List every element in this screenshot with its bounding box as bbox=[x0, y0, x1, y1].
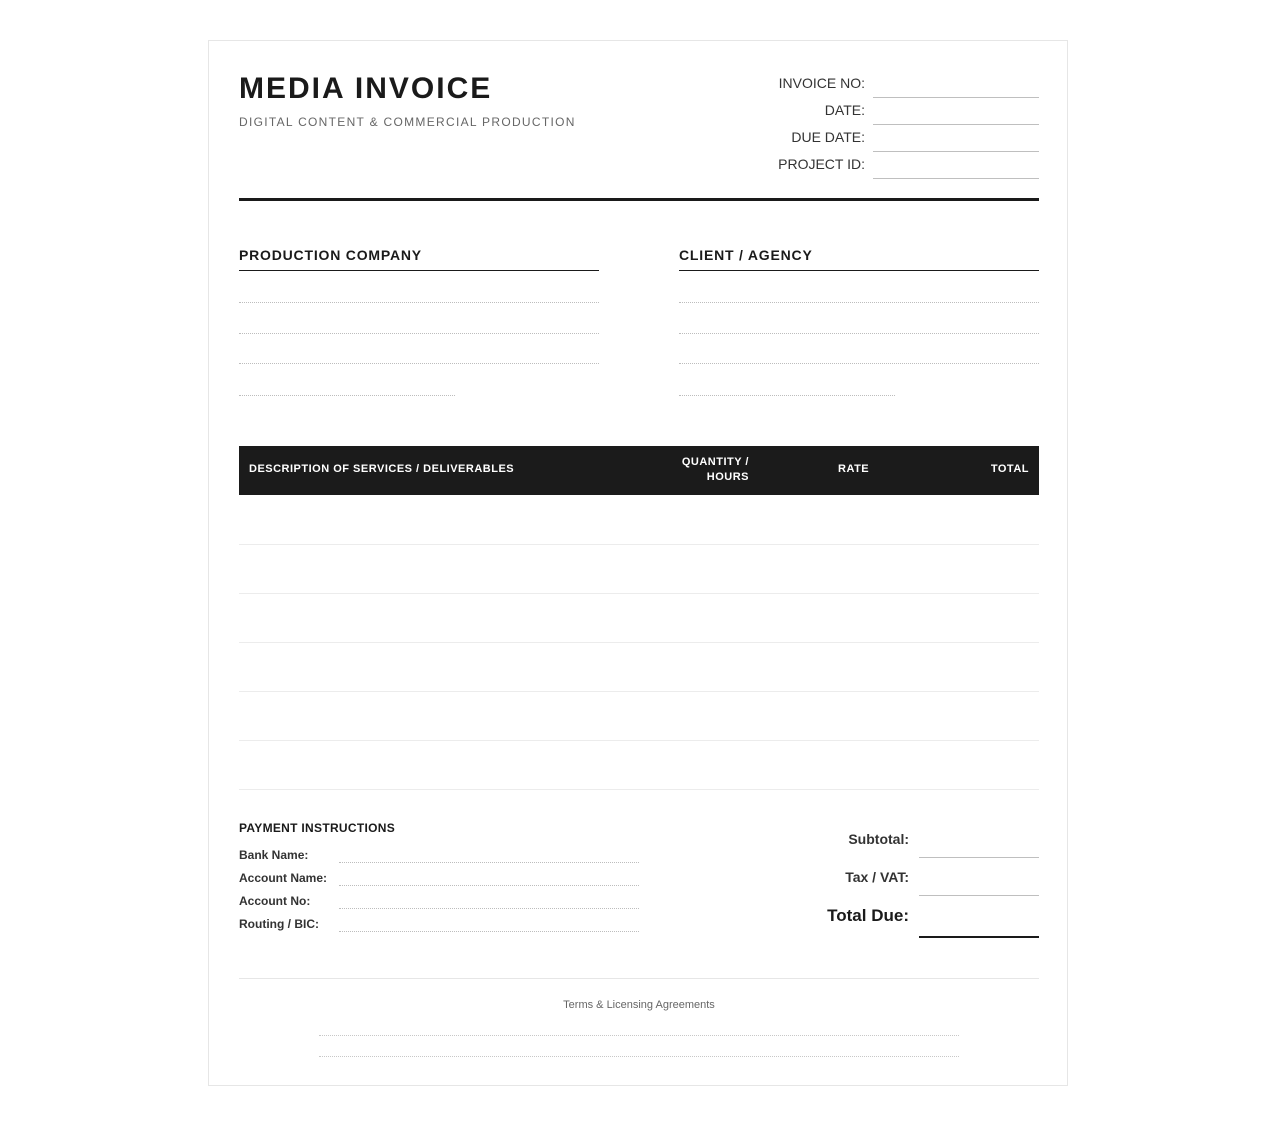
production-line-1[interactable] bbox=[239, 302, 599, 303]
client-agency-rule bbox=[679, 270, 1039, 271]
production-line-2[interactable] bbox=[239, 333, 599, 334]
column-total: TOTAL bbox=[990, 463, 1029, 475]
table-row[interactable] bbox=[239, 789, 1039, 790]
tax-vat-field[interactable] bbox=[919, 895, 1039, 896]
table-row[interactable] bbox=[239, 740, 1039, 741]
terms-line-1[interactable] bbox=[319, 1035, 959, 1036]
tax-vat-label: Tax / VAT: bbox=[845, 869, 909, 885]
production-company-heading: PRODUCTION COMPANY bbox=[239, 247, 422, 263]
table-row[interactable] bbox=[239, 691, 1039, 692]
account-no-field[interactable] bbox=[339, 908, 639, 909]
invoice-subtitle: DIGITAL CONTENT & COMMERCIAL PRODUCTION bbox=[239, 115, 576, 129]
subtotal-field[interactable] bbox=[919, 857, 1039, 858]
production-line-4[interactable] bbox=[239, 395, 455, 396]
table-row[interactable] bbox=[239, 544, 1039, 545]
bank-name-label: Bank Name: bbox=[239, 848, 309, 862]
client-line-2[interactable] bbox=[679, 333, 1039, 334]
project-id-label: PROJECT ID: bbox=[778, 156, 865, 172]
footer-divider bbox=[239, 978, 1039, 979]
date-label: DATE: bbox=[824, 102, 865, 118]
invoice-title: MEDIA INVOICE bbox=[239, 72, 493, 105]
invoice-no-field[interactable] bbox=[873, 97, 1039, 98]
subtotal-label: Subtotal: bbox=[848, 831, 909, 847]
terms-line-2[interactable] bbox=[319, 1056, 959, 1057]
client-agency-heading: CLIENT / AGENCY bbox=[679, 247, 813, 263]
total-due-label: Total Due: bbox=[827, 906, 909, 925]
client-line-4[interactable] bbox=[679, 395, 895, 396]
date-field[interactable] bbox=[873, 124, 1039, 125]
payment-instructions-title: PAYMENT INSTRUCTIONS bbox=[239, 821, 396, 835]
invoice-no-label: INVOICE NO: bbox=[778, 75, 865, 91]
column-quantity-line1: QUANTITY / bbox=[681, 456, 749, 468]
total-due-field[interactable] bbox=[919, 936, 1039, 938]
production-company-rule bbox=[239, 270, 599, 271]
due-date-label: DUE DATE: bbox=[791, 129, 865, 145]
terms-title: Terms & Licensing Agreements bbox=[563, 999, 715, 1011]
bank-name-field[interactable] bbox=[339, 862, 639, 863]
account-name-label: Account Name: bbox=[239, 871, 328, 885]
routing-bic-field[interactable] bbox=[339, 931, 639, 932]
header-divider bbox=[239, 198, 1039, 201]
client-line-1[interactable] bbox=[679, 302, 1039, 303]
column-description: DESCRIPTION OF SERVICES / DELIVERABLES bbox=[249, 463, 515, 475]
production-line-3[interactable] bbox=[239, 363, 599, 364]
table-row[interactable] bbox=[239, 593, 1039, 594]
project-id-field[interactable] bbox=[873, 178, 1039, 179]
table-row[interactable] bbox=[239, 642, 1039, 643]
column-quantity-line2: HOURS bbox=[706, 471, 749, 483]
account-name-field[interactable] bbox=[339, 885, 639, 886]
invoice-sheet bbox=[208, 40, 1068, 1086]
client-line-3[interactable] bbox=[679, 363, 1039, 364]
column-rate: RATE bbox=[838, 463, 870, 475]
account-no-label: Account No: bbox=[239, 894, 311, 908]
routing-bic-label: Routing / BIC: bbox=[239, 917, 319, 931]
due-date-field[interactable] bbox=[873, 151, 1039, 152]
